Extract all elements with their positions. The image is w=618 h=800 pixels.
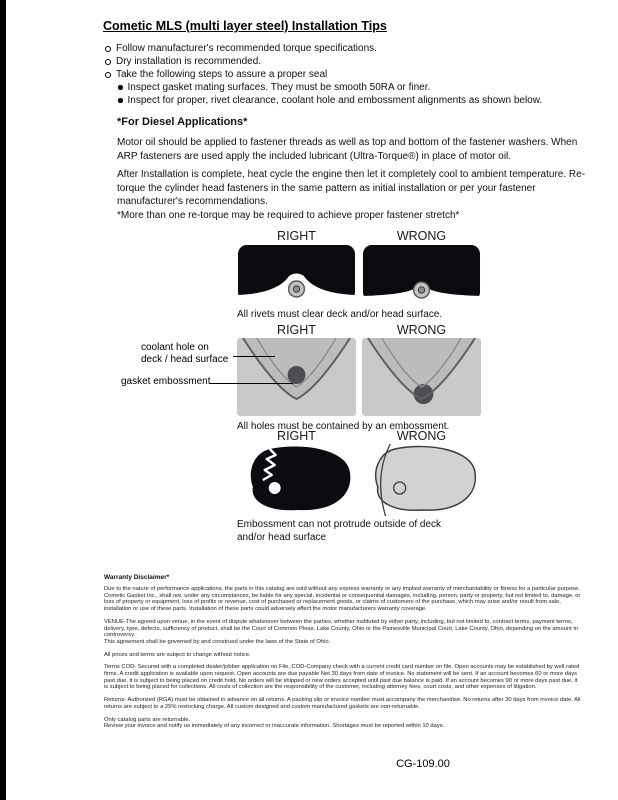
diagram-embossment-right — [237, 338, 356, 416]
diagram-embossment-wrong — [362, 338, 481, 416]
pointer-line — [209, 383, 293, 384]
warranty-paragraph: Due to the nature of performance applications, the parts in this catalog are sold without any express warranty or any implied warranty of merchantability or fitness for a particular purpose. Cometic Gasket Inc., shall not, under any circumstances, be liable for any special, incidental or consequential damages, including, person, party or property, but not limited to, damage, or loss of property or equipment, loss of profits or revenue, cost of purchased or replacement goods, or claims of customers of the purchase, which may arise and/or result from sale, installation or use of these parts. Installation of these parts could adversely affect the motor manufacturers warranty coverage. — [104, 586, 581, 613]
warranty-paragraph: Terms COD- Secured with a completed dealer/jobber application on File, COD-Company check with a current credit card number on file. Open accounts may be established by well rated firms. A credit application is available upon request. Open accounts are due payable Net 30 days from date of invoice. No statement will be sent. If an account becomes 60 or more days past due, it is subject to being placed on credit hold. No orders will be shipped or new orders accepted until past due balance is paid. If an account becomes 90 or more days past due, it is subject to being placed for collections. All costs of collection are the responsibility of the customer, including attorney fees, court costs, and other expenses of litigation. — [104, 664, 580, 691]
diagram-rivet-right — [237, 244, 356, 302]
pointer-line — [233, 356, 275, 357]
open-bullet-icon — [105, 59, 111, 65]
warranty-paragraph: Returns- Authorized (RGA) must be obtained in advance on all returns. A packing slip or invoice number must accompany the merchandise. No returns after 30 days from invoice date. All returns are subject to a 25% restocking charge. All custom designed and custom manufactured gaskets are non-returnable. — [104, 697, 581, 710]
warranty-paragraph: Only catalog parts are returnable. — [104, 716, 191, 723]
right-header: RIGHT — [277, 229, 316, 243]
diesel-applications-heading: *For Diesel Applications* — [117, 116, 248, 128]
warranty-section — [104, 574, 582, 736]
wrong-header: WRONG — [396, 229, 447, 243]
coolant-hole-label-line: coolant hole on — [141, 342, 209, 353]
warranty-paragraph: VENUE-The agreed upon venue, in the event of dispute whatsoever between the parties, whether instituted by either party, including, but not limited to, contract terms, payment terms, delivery, type, defects, sufficiency of product, shall be the Court of Common Pleas, Lake County, Ohio or the Painesville Municipal Court, Lake County, Ohio, depending on the amount in controversy. — [104, 618, 578, 639]
open-bullet-icon — [105, 72, 111, 78]
retorque-note: *More than one re-torque may be required to achieve proper fastener stretch* — [117, 210, 460, 221]
diagram-rivet-wrong — [362, 244, 481, 302]
page-title: Cometic MLS (multi layer steel) Installation Tips — [103, 19, 387, 33]
list-item — [105, 55, 575, 68]
coolant-hole-label — [141, 342, 241, 365]
wrong-header: WRONG — [396, 323, 447, 337]
tip-text: Follow manufacturer's recommended torque specifications. — [116, 43, 377, 54]
list-item — [105, 42, 575, 55]
list-item — [105, 94, 575, 107]
open-bullet-icon — [105, 46, 111, 52]
list-item — [105, 81, 575, 94]
tip-text: Inspect for proper, rivet clearance, coolant hole and embossment alignments as shown below. — [127, 95, 543, 106]
diagram-caption: All holes must be contained by an embossment. — [237, 421, 450, 432]
installation-tips-list — [105, 42, 575, 107]
diesel-paragraph: Motor oil should be applied to fastener threads as well as top and bottom of the fastener washers. When ARP fasteners are used apply the included lubricant (Ultra-Torque®) in place of motor oil. — [117, 137, 578, 162]
tip-text: Dry installation is recommended. — [116, 56, 262, 67]
gasket-embossment-label: gasket embossment — [121, 376, 211, 387]
warranty-paragraph: This agreement shall be governed by and construed under the laws of the State of Ohio. — [104, 638, 331, 645]
diesel-paragraph: After Installation is complete, heat cycle the engine then let it completely cool to ambient temperature. Re-torque the cylinder head fasteners in the same pattern as initial installation or per your fastener manufacturer's recommendations. — [117, 169, 586, 207]
tip-text: Take the following steps to assure a proper seal — [116, 69, 328, 80]
dot-bullet-icon — [118, 85, 123, 90]
warranty-paragraph: Review your invoice and notify us immediately of any incorrect or inaccurate information. Shortages must be reported within 10 days. — [104, 723, 445, 730]
list-item — [105, 68, 575, 81]
diagram-protrusion-wrong — [362, 444, 481, 516]
right-header: RIGHT — [277, 429, 316, 443]
wrong-header: WRONG — [396, 429, 447, 443]
diagram-caption: Embossment can not protrude outside of deck and/or head surface — [237, 519, 442, 543]
page-code: CG-109.00 — [396, 758, 450, 770]
warranty-heading: Warranty Disclaimer* — [104, 574, 170, 581]
tip-text: Inspect gasket mating surfaces. They must be smooth 50RA or finer. — [127, 82, 431, 93]
dot-bullet-icon — [118, 98, 123, 103]
coolant-hole-label-line: deck / head surface — [141, 353, 229, 365]
warranty-paragraph: All prices and terms are subject to change without notice. — [104, 651, 251, 658]
page-left-border — [0, 0, 6, 800]
diagram-caption: All rivets must clear deck and/or head surface. — [237, 309, 443, 320]
right-header: RIGHT — [277, 323, 316, 337]
diagram-protrusion-right — [237, 444, 356, 516]
